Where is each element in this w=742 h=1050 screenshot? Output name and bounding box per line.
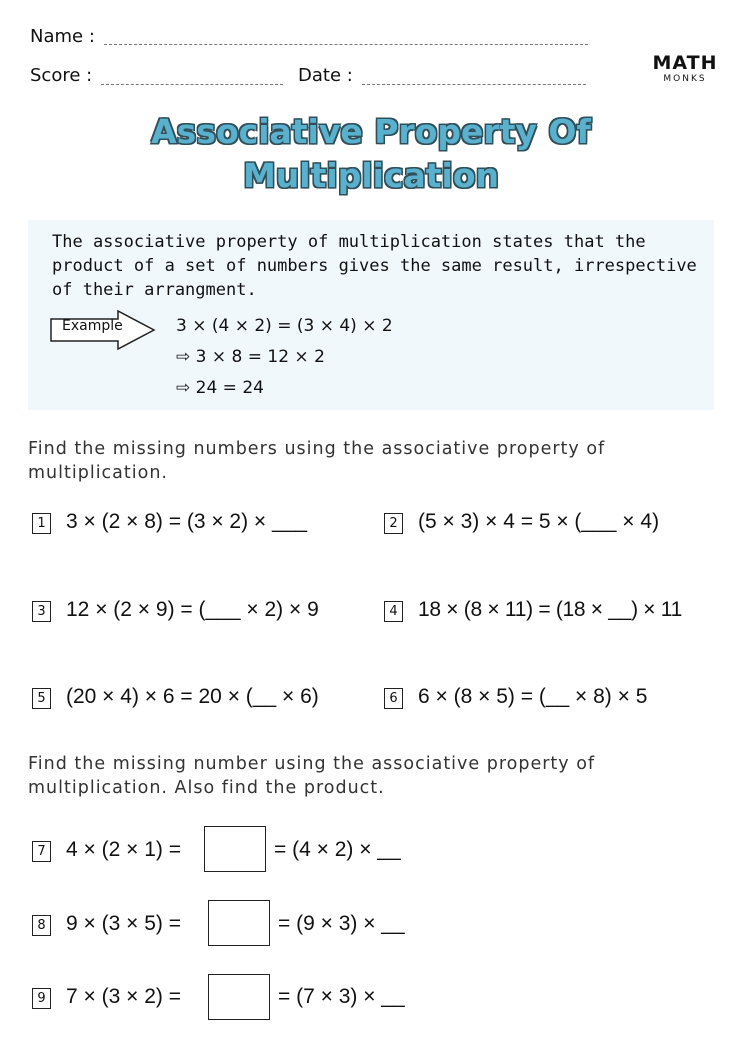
title-line-1: Associative Property Of [151, 112, 591, 151]
problem-number: 3 [32, 601, 51, 622]
example-step-1: 3 × (4 × 2) = (3 × 4) × 2 [176, 316, 393, 336]
problem-number: 2 [384, 513, 403, 534]
section2-instruction [28, 752, 595, 800]
answer-box[interactable] [208, 900, 270, 946]
date-label: Date : [298, 65, 353, 86]
problem-2-text: (5 × 3) × 4 = 5 × (___ × 4) [418, 510, 660, 533]
date-field[interactable] [362, 84, 586, 85]
problem-number: 1 [32, 513, 51, 534]
problem-number: 5 [32, 688, 51, 709]
section2-instruction-line-1: Find the missing number using the associative property of [28, 754, 596, 774]
problem-number: 8 [32, 915, 51, 936]
section1-instruction [28, 437, 605, 485]
score-field[interactable] [101, 84, 283, 85]
problem-1-text: 3 × (2 × 8) = (3 × 2) × ___ [66, 510, 308, 533]
problem-5-text: (20 × 4) × 6 = 20 × (__ × 6) [66, 685, 319, 708]
example-step-3: ⇨ 24 = 24 [176, 378, 264, 398]
example-step-2: ⇨ 3 × 8 = 12 × 2 [176, 347, 325, 367]
answer-box[interactable] [204, 826, 266, 872]
title-line-2: Multiplication [242, 156, 500, 195]
problem-8-right: = (9 × 3) × __ [278, 912, 405, 935]
problem-8-left: 9 × (3 × 5) = [66, 912, 181, 935]
section1-instruction-line-1: Find the missing numbers using the associative property of [28, 439, 606, 459]
problem-3-text: 12 × (2 × 9) = (___ × 2) × 9 [66, 598, 319, 621]
page-title [0, 110, 742, 198]
math-monks-logo [650, 52, 720, 84]
definition-line-3: of their arrangment. [52, 280, 257, 300]
section1-instruction-line-2: multiplication. [28, 463, 168, 483]
problem-number: 9 [32, 988, 51, 1009]
problem-6-text: 6 × (8 × 5) = (__ × 8) × 5 [418, 685, 648, 708]
problem-7-left: 4 × (2 × 1) = [66, 838, 181, 861]
score-label: Score : [30, 65, 93, 86]
problem-7-right: = (4 × 2) × __ [274, 838, 401, 861]
problem-number: 4 [384, 601, 403, 622]
logo-bottom-text: MONKS [663, 74, 707, 84]
answer-box[interactable] [208, 974, 270, 1020]
definition-line-2: product of a set of numbers gives the same result, irrespective [52, 256, 697, 276]
definition-text [52, 230, 697, 302]
problem-4-text: 18 × (8 × 11) = (18 × __) × 11 [418, 598, 682, 621]
problem-9-left: 7 × (3 × 2) = [66, 985, 181, 1008]
problem-number: 7 [32, 841, 51, 862]
definition-line-1: The associative property of multiplication states that the [52, 232, 646, 252]
problem-number: 6 [384, 688, 403, 709]
section2-instruction-line-2: multiplication. Also find the product. [28, 778, 385, 798]
problem-9-right: = (7 × 3) × __ [278, 985, 405, 1008]
logo-top-text: MATH [652, 52, 718, 74]
name-field[interactable] [104, 44, 588, 45]
example-label: Example [62, 318, 123, 334]
name-label: Name : [30, 26, 95, 47]
